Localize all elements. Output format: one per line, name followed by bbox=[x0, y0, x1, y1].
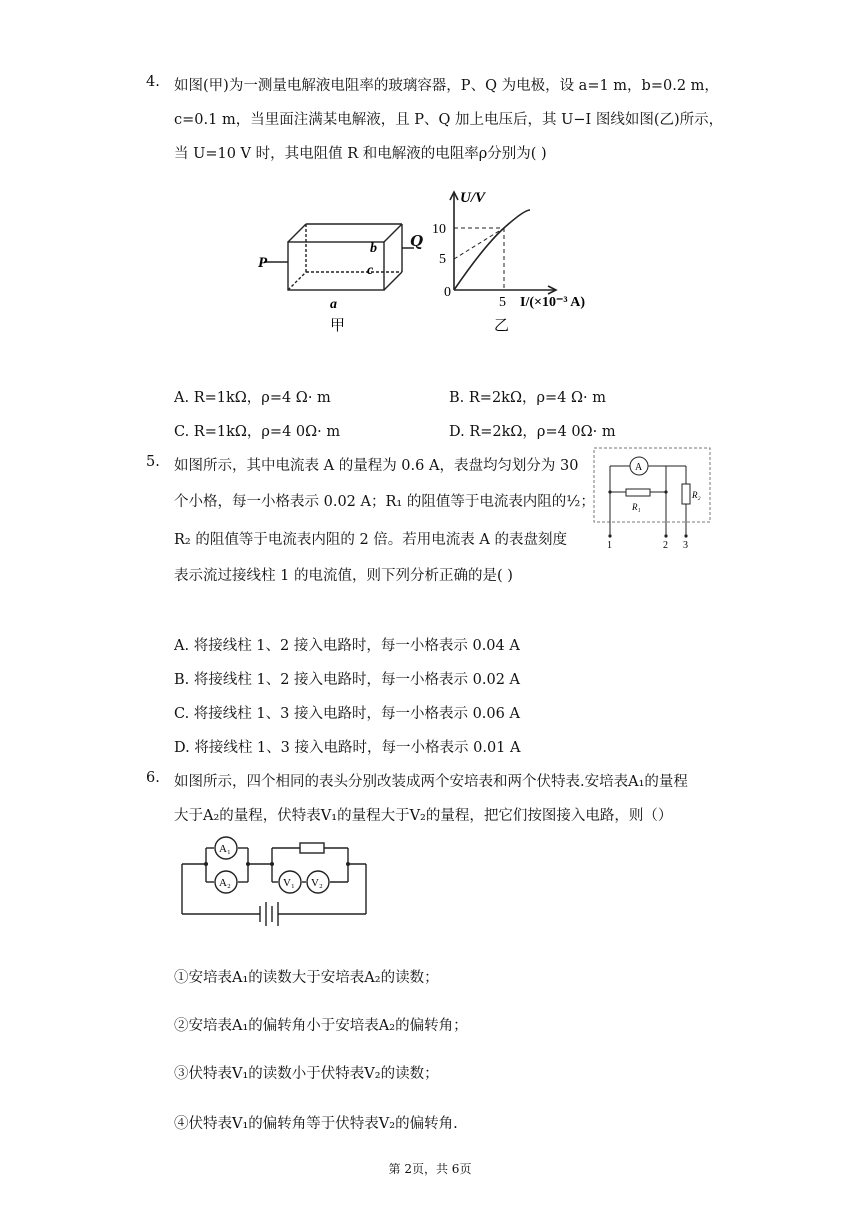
caption-yi: 乙 bbox=[494, 318, 510, 334]
q5-text-line2: 个小格，每一小格表示 0.02 A；R₁ 的阻值等于电流表内阻的½； bbox=[174, 494, 595, 510]
label-a: a bbox=[330, 297, 337, 312]
q6-statement-4: ④伏特表V₁的偏转角等于伏特表V₂的偏转角. bbox=[174, 1116, 458, 1132]
q5-meter-label: A bbox=[635, 462, 643, 473]
q4-figure-jia bbox=[254, 218, 414, 338]
tick-y10: 10 bbox=[432, 222, 446, 237]
q6-statement-3: ③伏特表V₁的读数小于伏特表V₂的读数； bbox=[174, 1066, 439, 1082]
label-q: Q bbox=[410, 232, 424, 250]
q5-option-c: C. 将接线柱 1、3 接入电路时，每一小格表示 0.06 A bbox=[174, 706, 520, 722]
q5-option-d: D. 将接线柱 1、3 接入电路时，每一小格表示 0.01 A bbox=[174, 740, 521, 756]
page-footer: 第 2页，共 6页 bbox=[388, 1162, 472, 1176]
q5-text-line3: R₂ 的阻值等于电流表内阻的 2 倍。若用电流表 A 的表盘刻度 bbox=[174, 532, 567, 548]
q6-v2-label: V₂ bbox=[311, 877, 323, 889]
q4-figure-yi bbox=[424, 186, 610, 336]
q6-number: 6. bbox=[146, 770, 160, 786]
q5-circuit-figure bbox=[590, 444, 714, 550]
q4-option-b: B. R=2kΩ，ρ=4 Ω· m bbox=[449, 390, 606, 406]
label-b: b bbox=[370, 241, 377, 256]
label-p: P bbox=[258, 255, 268, 271]
q4-text-line3: 当 U=10 V 时，其电阻值 R 和电解液的电阻率ρ分别为( ) bbox=[174, 146, 547, 162]
q6-text-line1: 如图所示，四个相同的表头分别改装成两个安培表和两个伏特表.安培表A₁的量程 bbox=[174, 774, 688, 790]
q5-r1-label: R₁ bbox=[632, 502, 641, 512]
q4-option-c: C. R=1kΩ，ρ=4 0Ω· m bbox=[174, 424, 341, 440]
q6-statement-2: ②安培表A₁的偏转角小于安培表A₂的偏转角； bbox=[174, 1018, 468, 1034]
q5-number: 5. bbox=[146, 454, 160, 470]
tick-x5: 5 bbox=[499, 295, 506, 310]
q4-option-a: A. R=1kΩ，ρ=4 Ω· m bbox=[174, 390, 331, 406]
q4-text-line1: 如图(甲)为一测量电解液电阻率的玻璃容器，P、Q 为电极，设 a=1 m，b=0.2 m， bbox=[174, 78, 719, 94]
q5-option-b: B. 将接线柱 1、2 接入电路时，每一小格表示 0.02 A bbox=[174, 672, 521, 688]
q6-circuit-figure bbox=[176, 834, 372, 930]
q6-a2-label: A₂ bbox=[219, 877, 231, 889]
q4-option-d: D. R=2kΩ，ρ=4 0Ω· m bbox=[449, 424, 616, 440]
q6-a1-label: A₁ bbox=[219, 843, 231, 855]
q5-terminal-2: 2 bbox=[663, 540, 668, 550]
q5-text-line1: 如图所示，其中电流表 A 的量程为 0.6 A，表盘均匀划分为 30 bbox=[174, 458, 579, 474]
q5-terminal-1: 1 bbox=[607, 540, 612, 550]
q6-v1-label: V₁ bbox=[283, 877, 295, 889]
q4-text-line2: c=0.1 m，当里面注满某电解液，且 P、Q 加上电压后，其 U−I 图线如图(乙)所示， bbox=[174, 112, 724, 128]
axis-ylabel: U/V bbox=[460, 190, 486, 206]
q5-r2-label: R₂ bbox=[692, 490, 701, 500]
q5-text-line4: 表示流过接线柱 1 的电流值，则下列分析正确的是( ) bbox=[174, 568, 513, 584]
caption-jia: 甲 bbox=[330, 318, 346, 334]
axis-xlabel: I/(×10⁻³ A) bbox=[520, 295, 586, 310]
tick-origin: 0 bbox=[444, 285, 451, 300]
q6-text-line2: 大于A₂的量程，伏特表V₁的量程大于V₂的量程，把它们按图接入电路，则（） bbox=[174, 808, 673, 824]
tick-y5: 5 bbox=[439, 252, 446, 267]
q6-statement-1: ①安培表A₁的读数大于安培表A₂的读数； bbox=[174, 970, 439, 986]
q5-terminal-3: 3 bbox=[683, 540, 688, 550]
label-c: c bbox=[367, 263, 374, 278]
q4-number: 4. bbox=[146, 74, 160, 90]
q5-option-a: A. 将接线柱 1、2 接入电路时，每一小格表示 0.04 A bbox=[174, 638, 520, 654]
